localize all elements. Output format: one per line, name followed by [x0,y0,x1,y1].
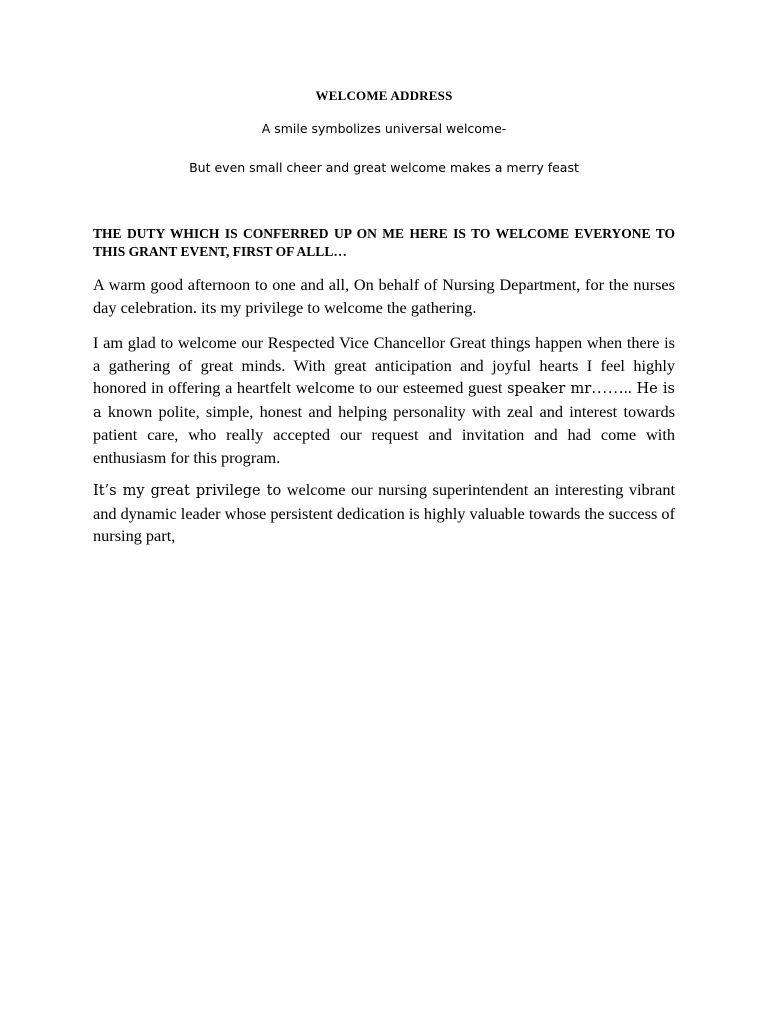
speaker-label: speaker mr [507,381,592,398]
tagline-merry-feast: But even small cheer and great welcome makes a merry feast [189,160,579,175]
superintendent-paragraph [93,479,675,548]
vice-chancellor-text-2: known polite, simple, honest and helping personality with zeal and interest towards patient care, who really accepted our request and invitation and had come with enthusiasm for this program. [93,401,675,467]
speaker-ellipsis: …….. [591,378,637,398]
he-is-a-label: He is a [93,381,675,421]
duty-heading-paragraph: THE DUTY WHICH IS CONFERRED UP ON ME HERE IS TO WELCOME EVERYONE TO THIS GRANT EVENT, FIRST OF ALLL… [93,226,675,259]
document-title: WELCOME ADDRESS [315,88,453,103]
superintendent-text: welcome our nursing superintendent an interesting vibrant and dynamic leader whose persistent dedication is highly valuable towards the success of nursing part, [93,480,675,546]
privilege-label: It’s my great privilege to [93,483,282,499]
tagline-smile: A smile symbolizes universal welcome- [261,121,507,136]
vice-chancellor-paragraph [93,332,675,470]
vice-chancellor-text-1: I am glad to welcome our Respected Vice Chancellor Great things happen when there is a gathering of great minds. With great anticipation and joyful hearts I feel highly honored in offering a heartfelt welcome to our esteemed guest [93,333,675,398]
greeting-paragraph: A warm good afternoon to one and all, On behalf of Nursing Department, for the nurses day celebration. its my privilege to welcome the gathering. [93,275,675,317]
